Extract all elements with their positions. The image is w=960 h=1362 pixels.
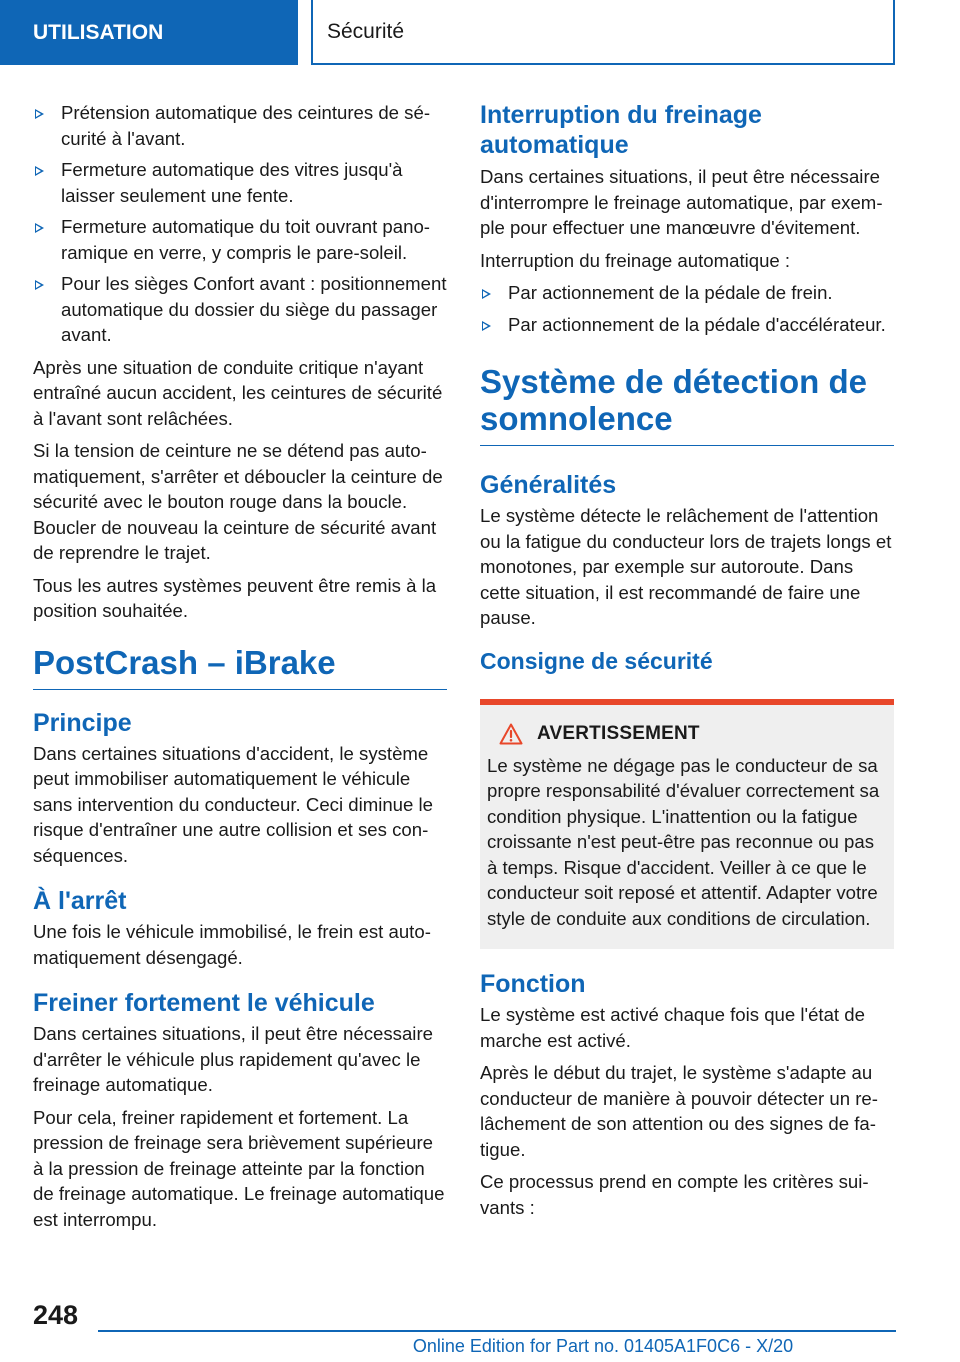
interruption-text: Dans certaines situations, il peut être nécessaire d'interrompre le freinage automatique, par exemple pour effectuer une manœuvre d'évitement. [480, 166, 883, 238]
somnolence-heading: Système de détection de somnolence [480, 363, 894, 446]
warning-text: Le système ne dégage pas le conducteur de sa propre responsabilité d'évaluer correctement sa condition physique. L'inattention ou la fatigue croissante n'est peut-être pas reconnue ou pas à temps. Risque d'accident. Veiller à ce que le conducteur soit reposé et attentif. Adapter votre style de conduite aux conditions de circulation. [487, 754, 880, 929]
fonction-heading: Fonction [480, 970, 586, 998]
paragraph: Si la tension de ceinture ne se détend pas automatiquement, s'arrêter et déboucler la ceinture de sécurité avec le bouton rouge dans la boucle. Boucler de nouveau la ceinture de sécurité avant de reprendre le trajet. [33, 440, 443, 563]
generalites-text: Le système détecte le relâchement de l'attention ou la fatigue du conducteur lors de trajets longs et monotones, par exemple sur autoroute. Dans cette situation, il est recommandé de faire une pause. [480, 505, 892, 628]
triangle-bullet-icon [35, 280, 44, 290]
fonction-text: Ce processus prend en compte les critères suivants : [480, 1171, 869, 1218]
triangle-bullet-icon [35, 166, 44, 176]
generalites-heading: Généralités [480, 471, 617, 499]
warning-triangle-icon [499, 723, 523, 745]
triangle-bullet-icon [35, 109, 44, 119]
list-item: Par actionnement de la pédale de frein. [480, 280, 894, 306]
warning-title-text: AVERTISSEMENT [537, 722, 700, 744]
principe-text: Dans certaines situations d'accident, le système peut immobiliser automatiquement le véhicule sans intervention du conducteur. Ceci diminue le risque d'entraîner une autre collision et ses conséquences. [33, 742, 434, 866]
list-item: Fermeture automatique du toit ouvrant panoramique en verre, y compris le pare-soleil. [33, 214, 447, 265]
warning-box [480, 699, 894, 950]
fonction-text: Après le début du trajet, le système s'adapte au conducteur de manière à pouvoir détecter un relâchement de son attention ou des signes de fatigue. [480, 1062, 878, 1160]
triangle-bullet-icon [482, 321, 491, 331]
triangle-bullet-icon [482, 289, 491, 299]
fonction-text: Le système est activé chaque fois que l'état de marche est activé. [480, 1004, 865, 1051]
arret-text: Une fois le véhicule immobilisé, le frein est automatiquement désengagé. [33, 921, 431, 968]
warning-title [487, 723, 887, 745]
list-item: Prétension automatique des ceintures de sécurité à l'avant. [33, 100, 447, 151]
principe-heading: Principe [33, 708, 132, 737]
list-item: Par actionnement de la pédale d'accélérateur. [480, 312, 894, 338]
paragraph: Tous les autres systèmes peuvent être remis à la position souhaitée. [33, 574, 437, 621]
triangle-bullet-icon [35, 223, 44, 233]
right-column [480, 100, 894, 1227]
paragraph: Après une situation de conduite critique n'ayant entraîné aucun accident, les ceintures de sécurité à l'avant sont relâchées. [33, 356, 443, 429]
freiner-text: Pour cela, freiner rapidement et fortement. La pression de freinage sera brièvement supérieure à la pression de freinage atteinte par la fonction de freinage automatique. Le freinage automatique est interrompu. [33, 1106, 445, 1230]
freiner-heading: Freiner fortement le véhicule [33, 989, 375, 1017]
topic-header: Sécurité [311, 0, 895, 65]
section-tab: UTILISATION [0, 0, 298, 65]
arret-heading: À l'arrêt [33, 887, 127, 915]
footer-divider [98, 1330, 896, 1332]
left-column [33, 100, 447, 1239]
consigne-heading: Consigne de sécurité [480, 647, 713, 674]
postcrash-heading: PostCrash – iBrake [33, 644, 447, 690]
footer-edition: Online Edition for Part no. 01405A1F0C6 - X/20 [412, 1336, 794, 1356]
seatbelt-bullet-list [33, 100, 447, 348]
interruption-intro: Interruption du freinage automatique : [480, 249, 791, 271]
freiner-text: Dans certaines situations, il peut être nécessaire d'arrêter le véhicule plus rapidement qu'avec le freinage automatique. [33, 1023, 433, 1095]
list-item: Pour les sièges Confort avant : positionnement automatique du dossier du siège du passager avant. [33, 271, 447, 348]
interruption-heading: Interruption du freinage automatique [480, 101, 762, 159]
interruption-bullet-list [480, 280, 894, 337]
list-item: Fermeture automatique des vitres jusqu'à laisser seulement une fente. [33, 157, 447, 208]
page-number: 248 [33, 1300, 79, 1330]
